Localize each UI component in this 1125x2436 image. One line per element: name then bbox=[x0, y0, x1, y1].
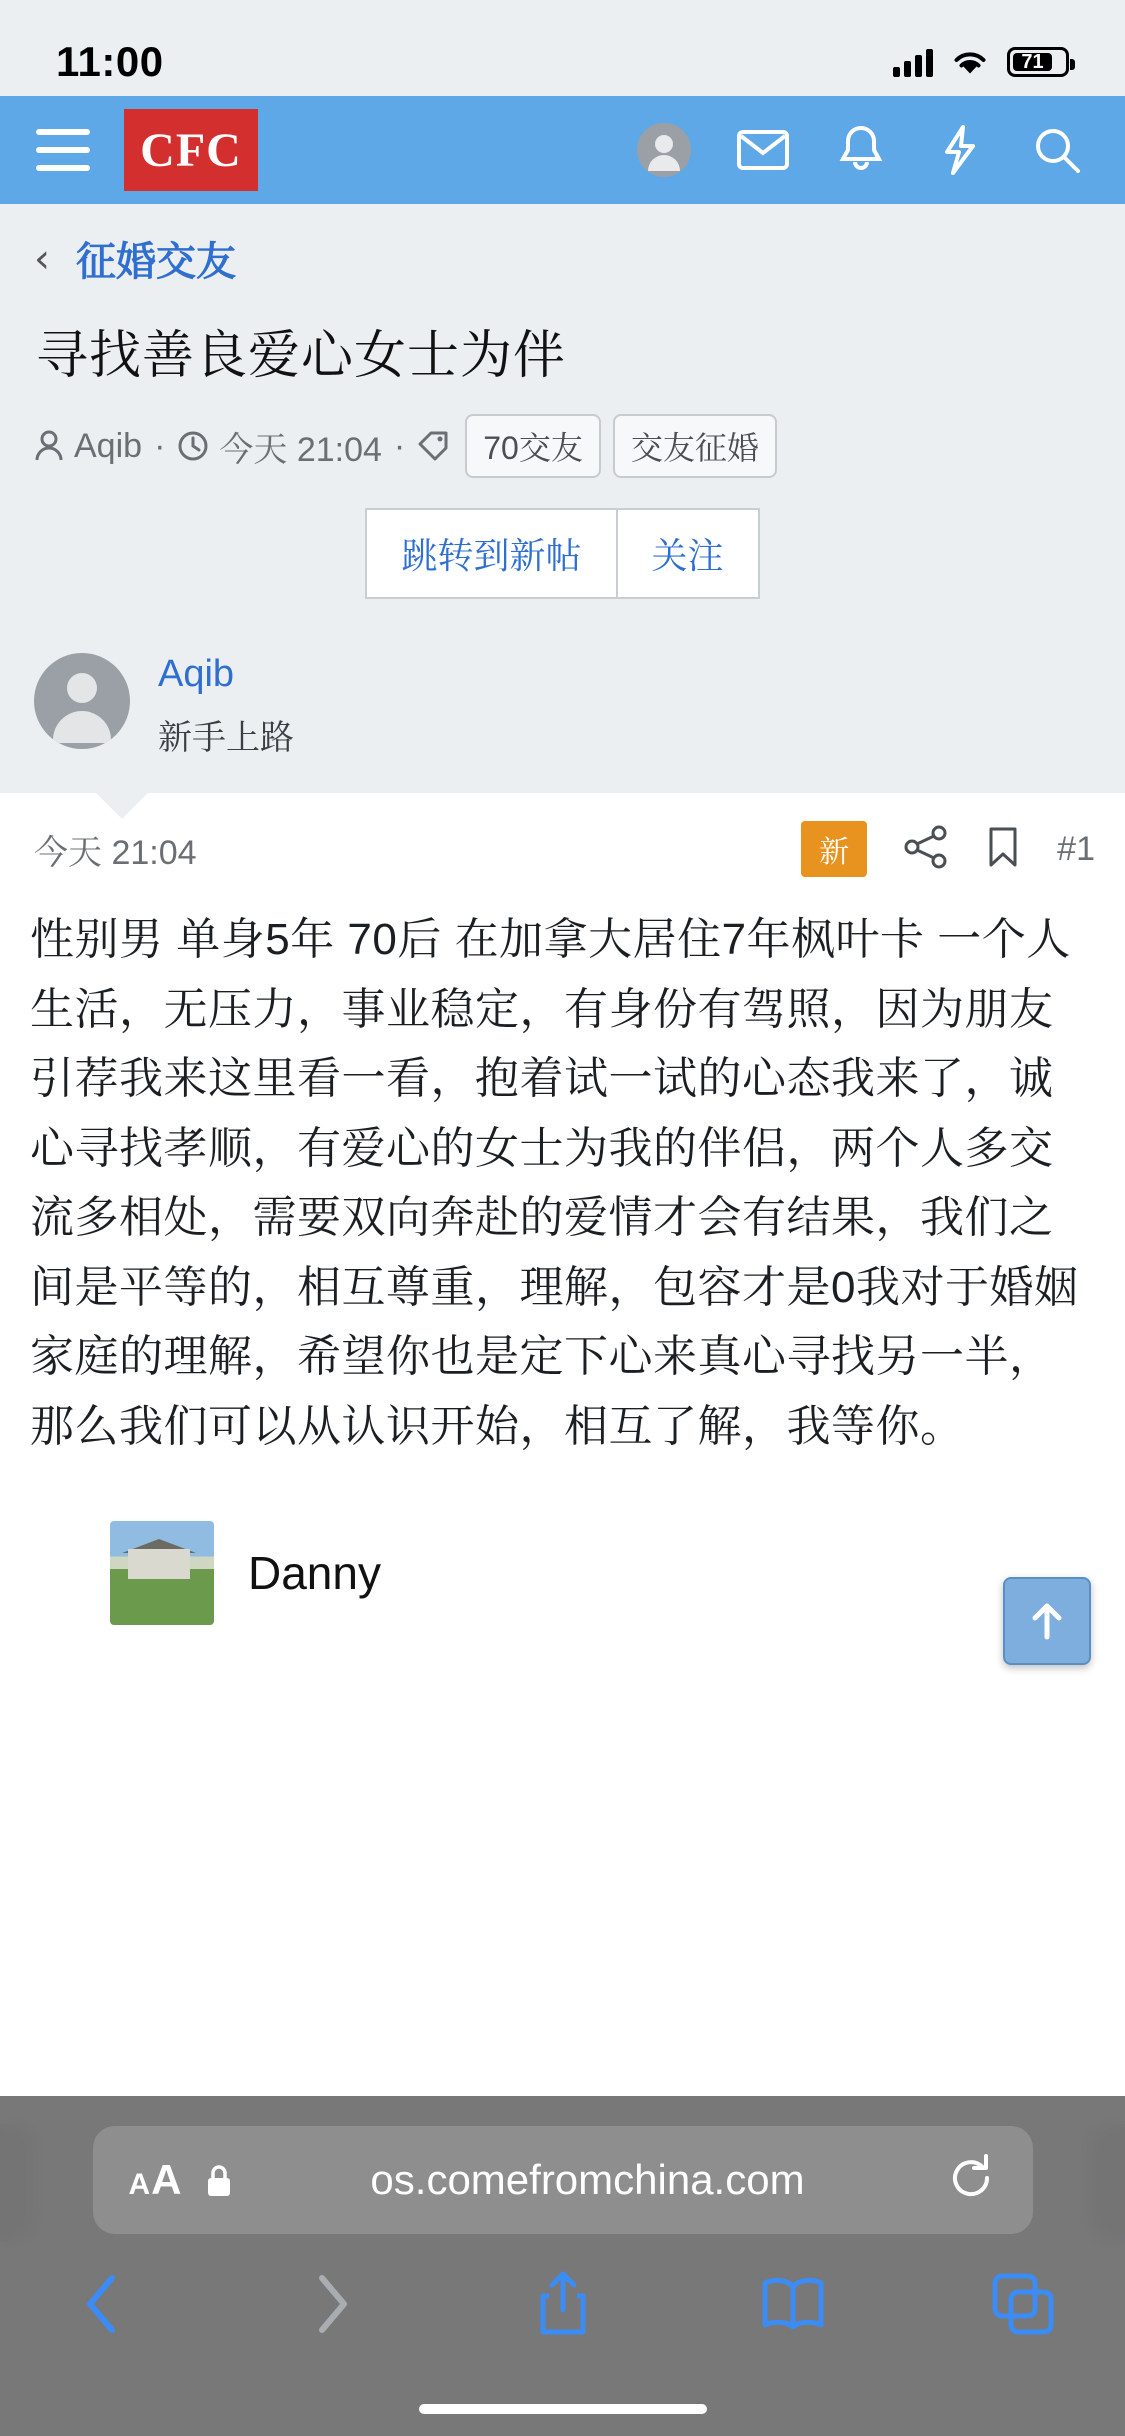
app-header bbox=[0, 96, 1125, 204]
scroll-to-top-button[interactable] bbox=[1003, 1577, 1091, 1665]
bookmark-icon[interactable] bbox=[985, 825, 1021, 874]
tags-meta bbox=[417, 430, 453, 462]
bell-icon[interactable] bbox=[835, 124, 887, 176]
address-bar[interactable] bbox=[93, 2126, 1033, 2234]
avatar[interactable] bbox=[34, 653, 130, 749]
topic-meta bbox=[34, 414, 1091, 478]
account-avatar-icon[interactable] bbox=[637, 123, 691, 177]
back-chevron-icon[interactable]: ‹ bbox=[34, 235, 50, 282]
lightning-icon[interactable] bbox=[933, 124, 985, 176]
home-indicator bbox=[419, 2404, 707, 2414]
lock-icon bbox=[205, 2163, 231, 2197]
breadcrumb bbox=[34, 230, 1091, 287]
hamburger-menu-icon[interactable] bbox=[36, 129, 90, 171]
meta-separator-1: · bbox=[154, 426, 166, 465]
topic-author: Aqib bbox=[74, 426, 143, 465]
browser-toolbar bbox=[0, 2268, 1125, 2340]
post-author-rank: 新手上路 bbox=[158, 719, 294, 757]
post-author-card bbox=[0, 629, 1125, 793]
person-icon bbox=[34, 429, 64, 463]
bookmarks-icon[interactable] bbox=[757, 2268, 829, 2340]
topic-tag[interactable]: 70交友 bbox=[465, 414, 601, 478]
text-size-small-a: A bbox=[128, 2168, 150, 2201]
safari-bottom-bar bbox=[0, 2096, 1125, 2436]
site-logo-text: CFC bbox=[140, 123, 242, 177]
status-badge: 新 bbox=[801, 821, 867, 877]
header-icon-group bbox=[637, 123, 1089, 177]
status-bar-time: 11:00 bbox=[56, 38, 164, 85]
post-meta-row bbox=[0, 793, 1125, 895]
post-container bbox=[0, 629, 1125, 1665]
battery-level: 71 bbox=[1021, 50, 1044, 73]
clock-icon bbox=[177, 430, 209, 462]
follow-button[interactable]: 关注 bbox=[616, 508, 760, 599]
post-body-text: 性别男 单身5年 70后 在加拿大居住7年枫叶卡 一个人生活，无压力，事业稳定，有身份有驾照，因为朋友引荐我来这里看一看，抱着试一试的心态我来了，诚心寻找孝顺，有爱心的女士为我的伴侣，两个人多交流多相处，需要双向奔赴的爱情才会有结果，我们之间是平等的，相互尊重，理解，包容才是0我对于婚姻家庭的理解，希望你也是定下心来真心寻找另一半，那么我们可以从认识开始，相互了解，我等你。 bbox=[30, 915, 1079, 1451]
share-icon[interactable] bbox=[527, 2268, 599, 2340]
time-meta bbox=[177, 422, 382, 471]
url-text[interactable]: os.comefromchina.com bbox=[370, 2156, 805, 2203]
search-icon[interactable] bbox=[1031, 124, 1083, 176]
cellular-signal-icon bbox=[893, 47, 933, 77]
signature-name: Danny bbox=[248, 1547, 381, 1600]
site-logo[interactable] bbox=[124, 109, 258, 191]
author-meta bbox=[34, 427, 142, 466]
forward-icon bbox=[296, 2268, 368, 2340]
post-meta-actions bbox=[801, 821, 1095, 877]
reload-icon[interactable] bbox=[945, 2152, 997, 2209]
text-size-big-a: A bbox=[151, 2156, 181, 2203]
topic-actions bbox=[34, 508, 1091, 599]
post-index: #1 bbox=[1057, 829, 1095, 868]
text-size-button[interactable] bbox=[129, 2156, 181, 2204]
signature-image bbox=[110, 1521, 214, 1625]
breadcrumb-category-link[interactable]: 征婚交友 bbox=[76, 240, 236, 284]
topic-time: 今天 21:04 bbox=[219, 430, 382, 469]
topic-tag[interactable]: 交友征婚 bbox=[613, 414, 777, 478]
arrow-up-icon bbox=[1025, 1597, 1069, 1645]
page-title: 寻找善良爱心女士为伴 bbox=[36, 327, 567, 385]
meta-separator-2: · bbox=[393, 426, 406, 465]
battery-icon bbox=[1007, 47, 1069, 77]
share-icon[interactable] bbox=[903, 825, 949, 874]
post-time: 今天 21:04 bbox=[34, 833, 197, 872]
mail-icon[interactable] bbox=[737, 124, 789, 176]
topic-header bbox=[0, 204, 1125, 629]
post-author-name[interactable]: Aqib bbox=[158, 653, 235, 695]
ios-status-bar bbox=[0, 0, 1125, 96]
jump-to-new-post-button[interactable]: 跳转到新帖 bbox=[365, 508, 615, 599]
tag-icon bbox=[417, 430, 453, 462]
status-bar-indicators bbox=[893, 47, 1069, 77]
post-signature bbox=[0, 1461, 1125, 1665]
tabs-icon[interactable] bbox=[987, 2268, 1059, 2340]
back-icon[interactable] bbox=[66, 2268, 138, 2340]
wifi-icon bbox=[951, 48, 989, 76]
